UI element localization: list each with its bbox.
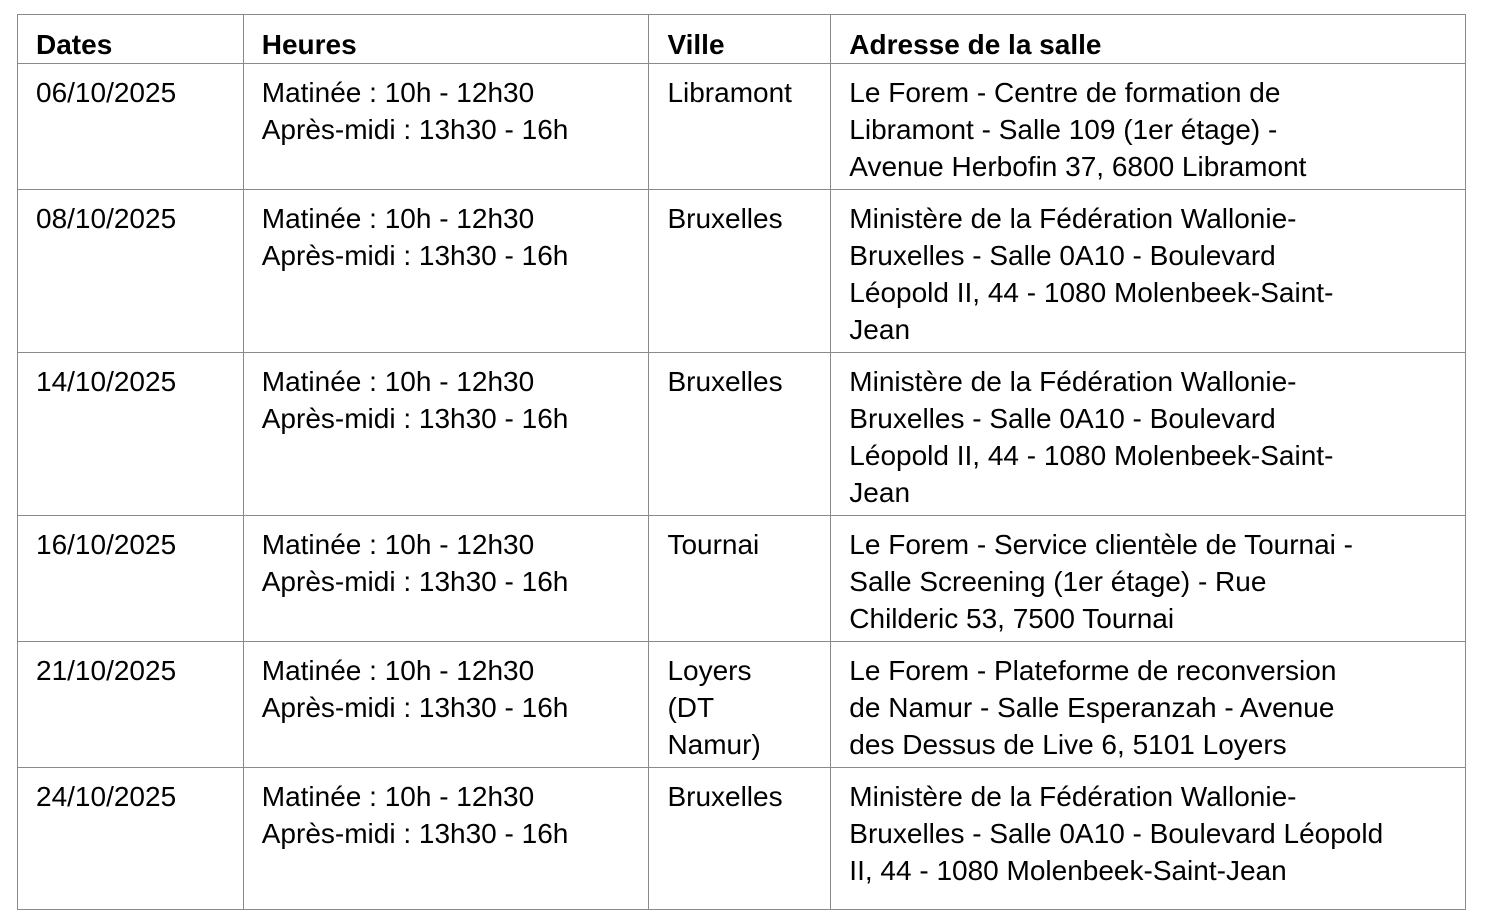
address-cell [831, 353, 1466, 516]
address-cell-line: Ministère de la Fédération Wallonie- [849, 366, 1297, 397]
city-cell [649, 64, 831, 190]
address-cell-line: Salle Screening (1er étage) - Rue [849, 566, 1267, 597]
hours-cell-line: Matinée : 10h - 12h30 [261, 203, 535, 234]
address-cell-line: II, 44 - 1080 Molenbeek-Saint-Jean [849, 855, 1287, 886]
address-cell-line: Ministère de la Fédération Wallonie- [849, 781, 1297, 812]
city-cell-line: Bruxelles [667, 203, 783, 234]
city-cell [649, 516, 831, 642]
date-cell: 08/10/2025 [18, 190, 244, 353]
sessions-table [17, 14, 1466, 910]
date-cell: 24/10/2025 [18, 768, 244, 910]
address-cell-line: Le Forem - Service clientèle de Tournai - [849, 529, 1354, 560]
hours-cell [243, 516, 649, 642]
hours-cell-line: Après-midi : 13h30 - 16h [261, 692, 569, 723]
address-cell-line: Bruxelles - Salle 0A10 - Boulevard [849, 403, 1276, 434]
date-cell: 06/10/2025 [18, 64, 244, 190]
city-cell [649, 768, 831, 910]
table-row [18, 642, 1466, 768]
hours-cell-line: Après-midi : 13h30 - 16h [261, 240, 569, 271]
hours-cell-line: Après-midi : 13h30 - 16h [261, 114, 569, 145]
address-cell-line: Bruxelles - Salle 0A10 - Boulevard Léopold [849, 818, 1384, 849]
address-cell-line: Bruxelles - Salle 0A10 - Boulevard [849, 240, 1276, 271]
header-dates: Dates [18, 15, 244, 64]
header-city: Ville [649, 15, 831, 64]
address-cell-line: des Dessus de Live 6, 5101 Loyers [849, 729, 1287, 760]
date-cell: 14/10/2025 [18, 353, 244, 516]
address-cell-line: Jean [849, 477, 911, 508]
city-cell [649, 353, 831, 516]
hours-cell [243, 642, 649, 768]
hours-cell-line: Matinée : 10h - 12h30 [261, 77, 535, 108]
hours-cell-line: Matinée : 10h - 12h30 [261, 781, 535, 812]
date-cell: 16/10/2025 [18, 516, 244, 642]
table-body [18, 64, 1466, 910]
city-cell-line: Bruxelles [667, 366, 783, 397]
hours-cell [243, 64, 649, 190]
hours-cell-line: Après-midi : 13h30 - 16h [261, 403, 569, 434]
hours-cell [243, 768, 649, 910]
address-cell-line: Avenue Herbofin 37, 6800 Libramont [849, 151, 1307, 182]
table-row [18, 64, 1466, 190]
address-cell-line: Léopold II, 44 - 1080 Molenbeek-Saint- [849, 277, 1334, 308]
address-cell [831, 516, 1466, 642]
address-cell-line: Libramont - Salle 109 (1er étage) - [849, 114, 1278, 145]
header-row [18, 15, 1466, 64]
address-cell [831, 642, 1466, 768]
hours-cell-line: Après-midi : 13h30 - 16h [261, 818, 569, 849]
address-cell-line: Le Forem - Plateforme de reconversion [849, 655, 1337, 686]
address-cell-line: Jean [849, 314, 911, 345]
city-cell-line: Bruxelles [667, 781, 783, 812]
address-cell-line: de Namur - Salle Esperanzah - Avenue [849, 692, 1335, 723]
city-cell [649, 642, 831, 768]
city-cell-line: Libramont [667, 77, 792, 108]
date-cell: 21/10/2025 [18, 642, 244, 768]
city-cell-line: Tournai [667, 529, 760, 560]
address-cell-line: Léopold II, 44 - 1080 Molenbeek-Saint- [849, 440, 1334, 471]
address-cell [831, 190, 1466, 353]
hours-cell-line: Matinée : 10h - 12h30 [261, 655, 535, 686]
table-row [18, 190, 1466, 353]
address-cell [831, 768, 1466, 910]
address-cell-line: Childeric 53, 7500 Tournai [849, 603, 1175, 634]
address-cell-line: Ministère de la Fédération Wallonie- [849, 203, 1297, 234]
city-cell [649, 190, 831, 353]
hours-cell-line: Après-midi : 13h30 - 16h [261, 566, 569, 597]
table-row [18, 768, 1466, 910]
table-row [18, 353, 1466, 516]
hours-cell [243, 353, 649, 516]
hours-cell-line: Matinée : 10h - 12h30 [261, 366, 535, 397]
header-address: Adresse de la salle [831, 15, 1466, 64]
address-cell [831, 64, 1466, 190]
address-cell-line: Le Forem - Centre de formation de [849, 77, 1281, 108]
city-cell-line: Loyers [667, 655, 752, 686]
hours-cell-line: Matinée : 10h - 12h30 [261, 529, 535, 560]
table-row [18, 516, 1466, 642]
city-cell-line: Namur) [667, 729, 761, 760]
header-hours: Heures [243, 15, 649, 64]
hours-cell [243, 190, 649, 353]
city-cell-line: (DT [667, 692, 715, 723]
